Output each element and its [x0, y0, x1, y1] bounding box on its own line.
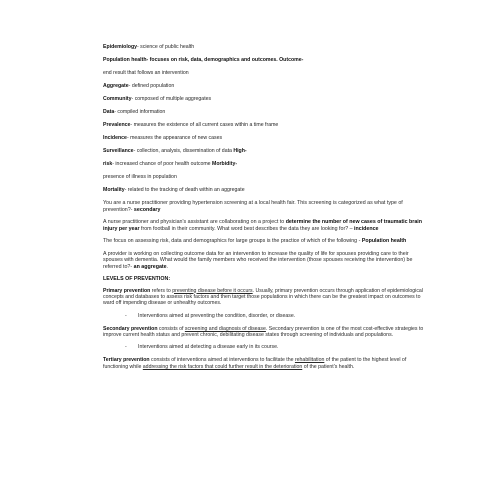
- level-text-continued: . Usually, primary prevention occurs through application of epidemiological concepts and databases to assess risk factors and then target those populations in which there can be the greatest impact on outcomes to ward off impending disease or unhealthy outcomes.: [103, 287, 423, 307]
- definition-text: - related to the tracking of death within an aggregate: [124, 187, 245, 193]
- bullet-text: Interventions aimed at preventing the condition, disorder, or disease.: [138, 312, 296, 319]
- question-2: [103, 219, 425, 232]
- term: Epidemiology: [103, 44, 138, 50]
- secondary-bullet: [103, 344, 425, 350]
- definition-incidence: [103, 135, 425, 141]
- level-key-phrase-2: addressing the risk factors that could further result in the deterioration: [142, 363, 303, 370]
- definition-surveillance: [103, 148, 425, 154]
- term-continued: High-: [233, 148, 247, 154]
- definition-text: - measures the appearance of new cases: [126, 135, 223, 141]
- level-key-phrase: screening and diagnosis of disease: [184, 325, 266, 332]
- question-answer: secondary: [133, 206, 161, 213]
- question-answer: an aggregate: [133, 263, 167, 270]
- definition-text: - composed of multiple aggregates: [131, 96, 212, 102]
- definition-text: presence of illness in population: [103, 174, 177, 180]
- definition-text: - science of public health: [137, 44, 195, 50]
- term: Community: [103, 96, 132, 102]
- question-3: [103, 238, 425, 245]
- level-text: consists of: [157, 325, 185, 332]
- level-term: Secondary prevention: [103, 325, 158, 332]
- level-text: consists of interventions aimed at interventions to facilitate the: [149, 357, 295, 364]
- definition-high-risk: [103, 161, 425, 167]
- question-answer: Population health: [361, 238, 407, 244]
- level-text: refers to: [150, 287, 173, 294]
- secondary-prevention: [103, 326, 425, 339]
- term: Data: [103, 109, 115, 115]
- level-key-phrase: preventing disease before it occurs: [172, 287, 253, 294]
- level-text-continued: of the patient's health.: [302, 363, 355, 370]
- question-emphasis: determine the number of new cases of traumatic brain injury per year: [103, 219, 422, 232]
- question-text-continued: from football in their community. What word best describes the data they are looking for? –: [139, 225, 355, 232]
- question-1: [103, 200, 425, 213]
- bullet-text: Interventions aimed at detecting a disease early in its course.: [138, 344, 279, 351]
- definition-population-health: [103, 57, 425, 63]
- levels-heading: LEVELS OF PREVENTION:: [103, 276, 171, 282]
- question-text: A provider is working on collecting outcome data for an intervention to increase the quality of life for spouses providing care to their spouses with dementia. What would the family members who received the intervention (those spouses receiving the intervention) be referred to?-: [103, 250, 413, 270]
- definition-text: - defined population: [128, 83, 175, 89]
- definition-outcome: [103, 70, 425, 76]
- definition-epidemiology: [103, 44, 425, 50]
- primary-prevention: [103, 288, 425, 307]
- term: Population health: [103, 57, 147, 63]
- definition-prevalence: [103, 122, 425, 128]
- definition-data: [103, 109, 425, 115]
- bullet-dash: -: [125, 312, 127, 319]
- question-tail: .: [166, 263, 169, 270]
- term: Incidence: [103, 135, 127, 141]
- level-term: Primary prevention: [103, 287, 151, 294]
- question-answer: incidence: [354, 225, 379, 232]
- term-continued: Morbidity-: [212, 161, 238, 167]
- definition-text: - measures the existence of all current cases within a time frame: [130, 122, 279, 128]
- tertiary-prevention: [103, 357, 425, 370]
- definition-mortality: [103, 187, 425, 193]
- term: risk: [103, 161, 113, 167]
- level-text-continued: . Secondary prevention is one of the most cost-effective strategies to improve current health status and prevent chronic, debilitating disease states through screening of individuals and populations.: [103, 325, 424, 339]
- definition-community: [103, 96, 425, 102]
- question-text: The focus on assessing risk, data and demographics for large groups is the practice of which of the following -: [103, 238, 362, 244]
- definition-text: - compiled information: [114, 109, 166, 115]
- definition-aggregate: [103, 83, 425, 89]
- notes-column: [103, 44, 425, 376]
- primary-bullet: [103, 313, 425, 319]
- term: Aggregate: [103, 83, 129, 89]
- question-text: You are a nurse practitioner providing hypertension screening at a local health fair. This screening is categorized as what type of prevention?-: [103, 200, 403, 213]
- level-key-phrase: rehabilitation: [294, 357, 325, 364]
- definition-text: end result that follows an intervention: [103, 70, 189, 76]
- bullet-dash: -: [125, 344, 127, 351]
- level-text-mid: of the patient to the highest level of functioning while: [103, 357, 407, 370]
- level-term: Tertiary prevention: [103, 357, 150, 364]
- definition-text: - increased chance of poor health outcome: [112, 161, 213, 167]
- question-4: [103, 251, 425, 271]
- term: Surveillance: [103, 148, 134, 154]
- definition-morbidity: [103, 174, 425, 180]
- question-text: A nurse practitioner and physician's assistant are collaborating on a project to: [103, 219, 286, 225]
- definition-text: - collection, analysis, dissemination of data: [133, 148, 234, 154]
- term: Mortality: [103, 187, 125, 193]
- term: Prevalence: [103, 122, 131, 128]
- definition-text: - focuses on risk, data, demographics and outcomes. Outcome-: [146, 57, 304, 63]
